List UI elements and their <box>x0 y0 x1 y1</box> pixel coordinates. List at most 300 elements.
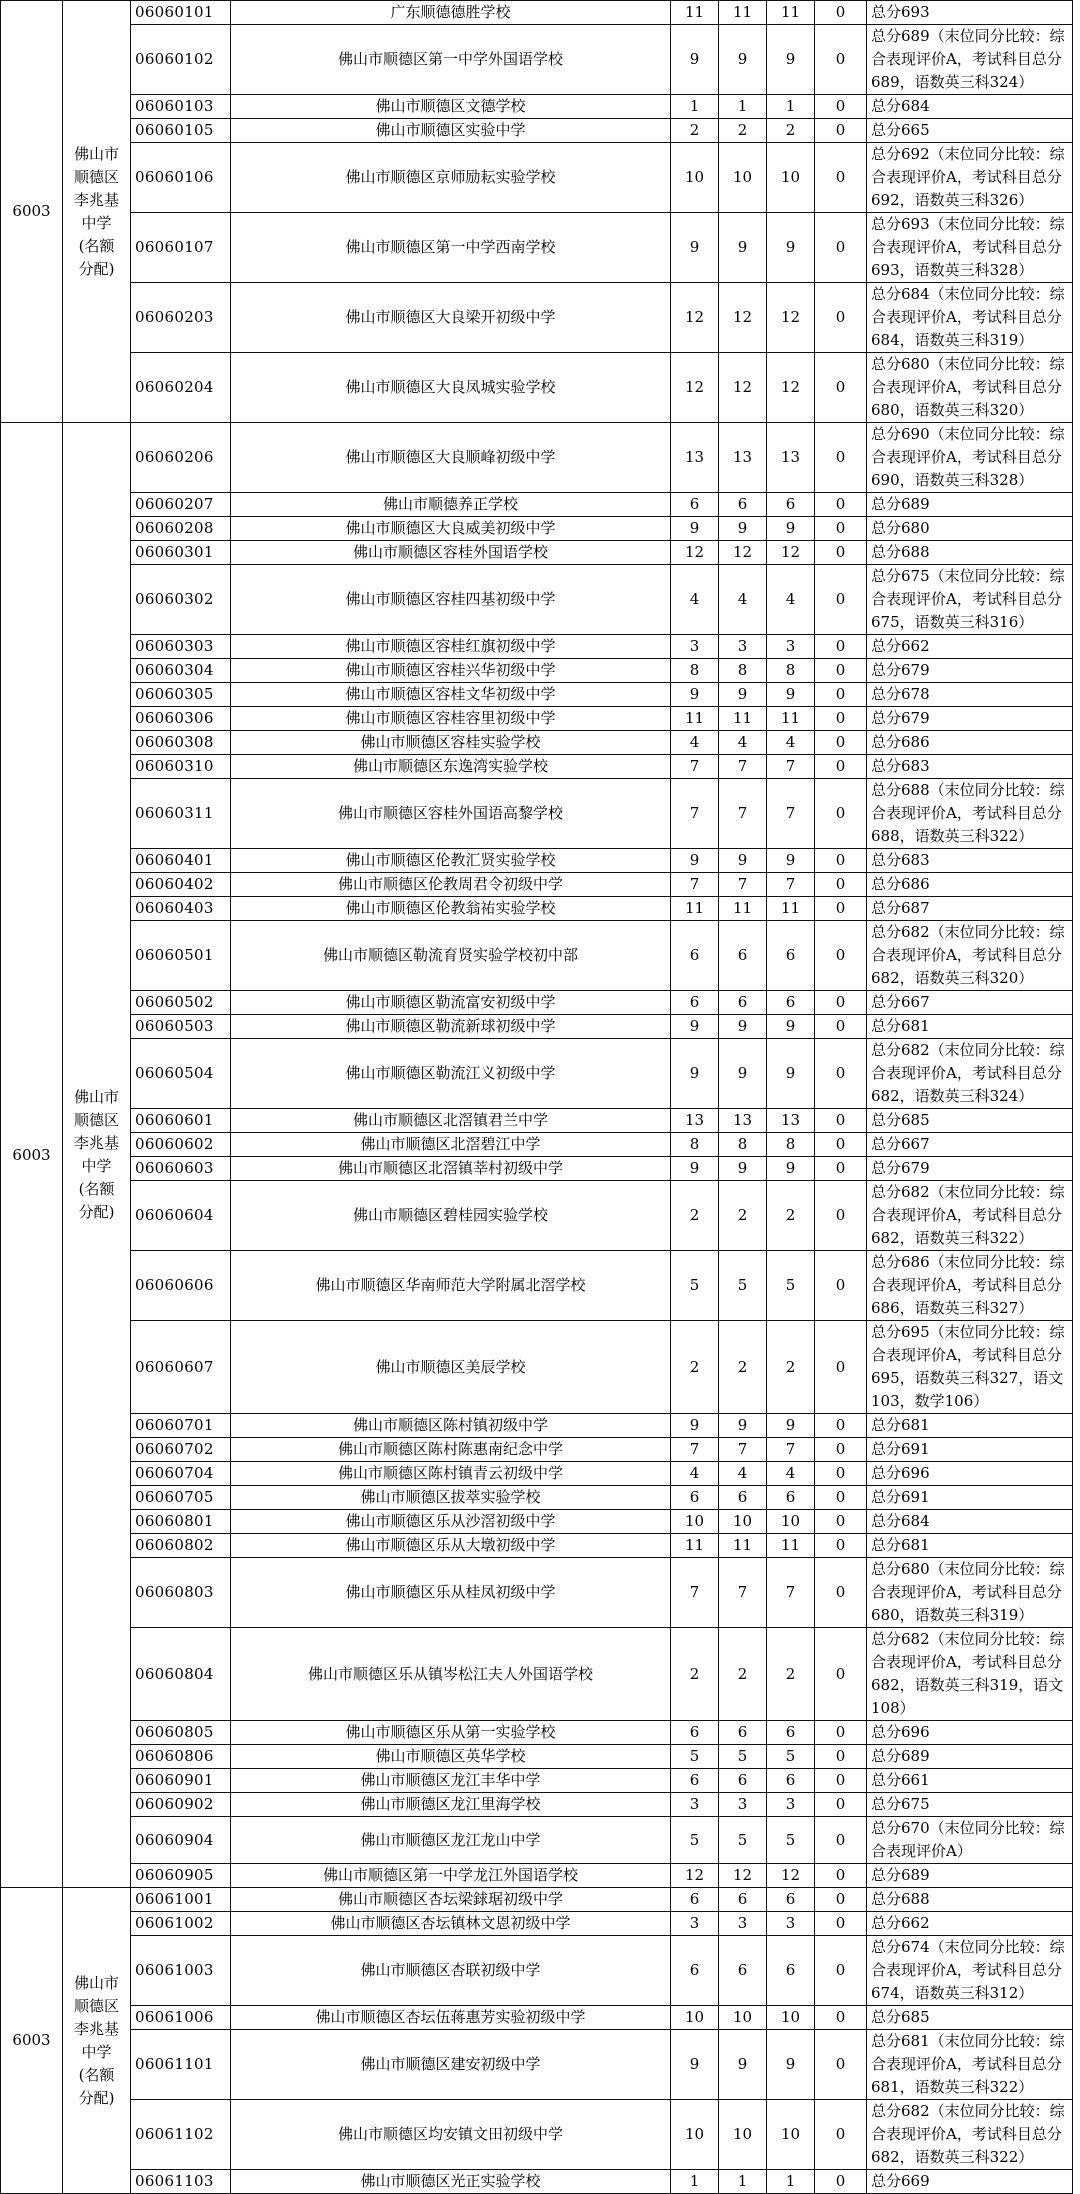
remaining-count-cell: 0 <box>815 1745 867 1769</box>
remaining-count-cell: 0 <box>815 517 867 541</box>
quota-count-cell: 9 <box>671 1157 719 1181</box>
school-name-cell: 佛山市顺德区杏坛镇林文恩初级中学 <box>231 1912 671 1936</box>
quota-count-cell: 2 <box>671 1628 719 1721</box>
school-name-cell: 佛山市顺德区大良顺峰初级中学 <box>231 423 671 493</box>
admitted-count-cell: 9 <box>719 1015 767 1039</box>
cutoff-note-cell: 总分679 <box>867 1157 1073 1181</box>
quota-count-cell: 6 <box>671 1936 719 2006</box>
school-code-cell: 06060902 <box>131 1793 231 1817</box>
quota-count-cell: 4 <box>671 565 719 635</box>
school-name-cell: 佛山市顺德区伦教汇贤实验学校 <box>231 849 671 873</box>
admitted-count-cell: 11 <box>719 897 767 921</box>
remaining-count-cell: 0 <box>815 2170 867 2194</box>
remaining-count-cell: 0 <box>815 1039 867 1109</box>
school-code-cell: 06060802 <box>131 1534 231 1558</box>
quota-count-cell: 1 <box>671 95 719 119</box>
quota-count-cell: 7 <box>671 1438 719 1462</box>
remaining-count-cell: 0 <box>815 1793 867 1817</box>
remaining-count-cell: 0 <box>815 2100 867 2170</box>
school-code-cell: 06060301 <box>131 541 231 565</box>
admitted-count-cell: 8 <box>719 659 767 683</box>
school-code-cell: 06060208 <box>131 517 231 541</box>
school-code-cell: 06060805 <box>131 1721 231 1745</box>
filled-count-cell: 9 <box>767 2030 815 2100</box>
filled-count-cell: 9 <box>767 849 815 873</box>
table-row <box>1 1721 1073 1745</box>
filled-count-cell: 7 <box>767 873 815 897</box>
remaining-count-cell: 0 <box>815 423 867 493</box>
school-name-cell: 佛山市顺德区容桂四基初级中学 <box>231 565 671 635</box>
remaining-count-cell: 0 <box>815 873 867 897</box>
quota-count-cell: 6 <box>671 1769 719 1793</box>
school-name-cell: 佛山市顺德区大良凤城实验学校 <box>231 353 671 423</box>
table-row <box>1 897 1073 921</box>
cutoff-note-cell: 总分686 <box>867 731 1073 755</box>
filled-count-cell: 2 <box>767 1628 815 1721</box>
admitted-count-cell: 11 <box>719 1534 767 1558</box>
quota-count-cell: 5 <box>671 1251 719 1321</box>
school-code-cell: 06060702 <box>131 1438 231 1462</box>
filled-count-cell: 13 <box>767 423 815 493</box>
school-code-cell: 06060501 <box>131 921 231 991</box>
cutoff-note-cell: 总分680 <box>867 517 1073 541</box>
quota-count-cell: 2 <box>671 1321 719 1414</box>
admitted-count-cell: 9 <box>719 1414 767 1438</box>
table-row <box>1 1157 1073 1181</box>
table-row <box>1 1864 1073 1888</box>
cutoff-note-cell: 总分684 <box>867 1510 1073 1534</box>
admitted-count-cell: 7 <box>719 1438 767 1462</box>
table-row <box>1 873 1073 897</box>
remaining-count-cell: 0 <box>815 1109 867 1133</box>
school-code-cell: 06060704 <box>131 1462 231 1486</box>
remaining-count-cell: 0 <box>815 1510 867 1534</box>
quota-count-cell: 10 <box>671 1510 719 1534</box>
cutoff-note-cell: 总分691 <box>867 1486 1073 1510</box>
cutoff-note-cell: 总分682（末位同分比较：综合表现评价A，考试科目总分682，语数英三科322） <box>867 1181 1073 1251</box>
school-code-cell: 06060107 <box>131 213 231 283</box>
table-row <box>1 1745 1073 1769</box>
remaining-count-cell: 0 <box>815 353 867 423</box>
filled-count-cell: 6 <box>767 1769 815 1793</box>
cutoff-note-cell: 总分685 <box>867 1109 1073 1133</box>
quota-count-cell: 10 <box>671 2100 719 2170</box>
quota-count-cell: 2 <box>671 1181 719 1251</box>
school-name-cell: 佛山市顺德区华南师范大学附属北滘学校 <box>231 1251 671 1321</box>
table-row <box>1 2030 1073 2100</box>
quota-count-cell: 6 <box>671 991 719 1015</box>
filled-count-cell: 2 <box>767 119 815 143</box>
table-row <box>1 707 1073 731</box>
quota-count-cell: 9 <box>671 683 719 707</box>
table-row <box>1 659 1073 683</box>
filled-count-cell: 4 <box>767 565 815 635</box>
table-row <box>1 423 1073 493</box>
quota-count-cell: 9 <box>671 1414 719 1438</box>
remaining-count-cell: 0 <box>815 1157 867 1181</box>
filled-count-cell: 7 <box>767 779 815 849</box>
admitted-count-cell: 1 <box>719 2170 767 2194</box>
filled-count-cell: 6 <box>767 991 815 1015</box>
cutoff-note-cell: 总分662 <box>867 1912 1073 1936</box>
admitted-count-cell: 12 <box>719 283 767 353</box>
remaining-count-cell: 0 <box>815 95 867 119</box>
filled-count-cell: 12 <box>767 541 815 565</box>
school-name-cell: 佛山市顺德区英华学校 <box>231 1745 671 1769</box>
quota-count-cell: 6 <box>671 1721 719 1745</box>
filled-count-cell: 9 <box>767 1039 815 1109</box>
quota-count-cell: 9 <box>671 1015 719 1039</box>
admitted-count-cell: 8 <box>719 1133 767 1157</box>
school-code-cell: 06060705 <box>131 1486 231 1510</box>
school-name-cell: 佛山市顺德区北滘镇莘村初级中学 <box>231 1157 671 1181</box>
table-row <box>1 635 1073 659</box>
table-row <box>1 1793 1073 1817</box>
admitted-count-cell: 6 <box>719 1888 767 1912</box>
table-row <box>1 1510 1073 1534</box>
cutoff-note-cell: 总分685 <box>867 2006 1073 2030</box>
admitted-count-cell: 6 <box>719 991 767 1015</box>
target-school-cell <box>63 1888 131 2194</box>
cutoff-note-cell: 总分674（末位同分比较：综合表现评价A，考试科目总分674，语数英三科312） <box>867 1936 1073 2006</box>
cutoff-note-cell: 总分679 <box>867 707 1073 731</box>
remaining-count-cell: 0 <box>815 1251 867 1321</box>
remaining-count-cell: 0 <box>815 897 867 921</box>
school-code-cell: 06060803 <box>131 1558 231 1628</box>
cutoff-note-cell: 总分682（末位同分比较：综合表现评价A，考试科目总分682，语数英三科319，语文108） <box>867 1628 1073 1721</box>
quota-count-cell: 12 <box>671 1864 719 1888</box>
admitted-count-cell: 6 <box>719 493 767 517</box>
cutoff-note-cell: 总分667 <box>867 991 1073 1015</box>
quota-count-cell: 7 <box>671 873 719 897</box>
admitted-count-cell: 7 <box>719 1558 767 1628</box>
school-name-cell: 佛山市顺德区杏坛梁銶琚初级中学 <box>231 1888 671 1912</box>
school-code-cell: 06060806 <box>131 1745 231 1769</box>
table-row <box>1 1534 1073 1558</box>
admitted-count-cell: 10 <box>719 143 767 213</box>
school-code-cell: 06060103 <box>131 95 231 119</box>
target-school-name: 佛山市顺德区李兆基中学(名额分配) <box>74 144 120 278</box>
remaining-count-cell: 0 <box>815 1864 867 1888</box>
table-row <box>1 517 1073 541</box>
plan-id-cell: 6003 <box>1 423 63 1888</box>
school-code-cell: 06060804 <box>131 1628 231 1721</box>
school-name-cell: 佛山市顺德区勒流新球初级中学 <box>231 1015 671 1039</box>
filled-count-cell: 11 <box>767 897 815 921</box>
quota-count-cell: 8 <box>671 659 719 683</box>
admitted-count-cell: 5 <box>719 1817 767 1864</box>
table-row <box>1 755 1073 779</box>
quota-count-cell: 7 <box>671 779 719 849</box>
filled-count-cell: 10 <box>767 1510 815 1534</box>
admitted-count-cell: 6 <box>719 1769 767 1793</box>
filled-count-cell: 10 <box>767 143 815 213</box>
admitted-count-cell: 10 <box>719 2006 767 2030</box>
admitted-count-cell: 9 <box>719 2030 767 2100</box>
filled-count-cell: 5 <box>767 1251 815 1321</box>
quota-count-cell: 10 <box>671 143 719 213</box>
school-name-cell: 佛山市顺德区建安初级中学 <box>231 2030 671 2100</box>
school-name-cell: 佛山市顺德区伦教翁祐实验学校 <box>231 897 671 921</box>
cutoff-note-cell: 总分692（末位同分比较：综合表现评价A，考试科目总分692，语数英三科326） <box>867 143 1073 213</box>
admitted-count-cell: 6 <box>719 921 767 991</box>
filled-count-cell: 13 <box>767 1109 815 1133</box>
remaining-count-cell: 0 <box>815 731 867 755</box>
quota-count-cell: 12 <box>671 283 719 353</box>
table-row <box>1 1912 1073 1936</box>
school-code-cell: 06060801 <box>131 1510 231 1534</box>
school-code-cell: 06060905 <box>131 1864 231 1888</box>
cutoff-note-cell: 总分680（末位同分比较：综合表现评价A，考试科目总分680，语数英三科320） <box>867 353 1073 423</box>
table-row <box>1 143 1073 213</box>
admitted-count-cell: 4 <box>719 731 767 755</box>
remaining-count-cell: 0 <box>815 1936 867 2006</box>
admitted-count-cell: 7 <box>719 873 767 897</box>
quota-count-cell: 10 <box>671 2006 719 2030</box>
school-code-cell: 06060102 <box>131 25 231 95</box>
school-name-cell: 佛山市顺德区陈村陈惠南纪念中学 <box>231 1438 671 1462</box>
filled-count-cell: 6 <box>767 1888 815 1912</box>
school-code-cell: 06061101 <box>131 2030 231 2100</box>
admitted-count-cell: 6 <box>719 1721 767 1745</box>
cutoff-note-cell: 总分675 <box>867 1793 1073 1817</box>
remaining-count-cell: 0 <box>815 1721 867 1745</box>
target-school-name: 佛山市顺德区李兆基中学(名额分配) <box>74 1973 120 2107</box>
table-row <box>1 1015 1073 1039</box>
admitted-count-cell: 9 <box>719 1157 767 1181</box>
remaining-count-cell: 0 <box>815 921 867 991</box>
school-name-cell: 佛山市顺德区乐从桂凤初级中学 <box>231 1558 671 1628</box>
school-name-cell: 佛山市顺德区龙江丰华中学 <box>231 1769 671 1793</box>
table-row <box>1 213 1073 283</box>
quota-count-cell: 11 <box>671 1 719 25</box>
filled-count-cell: 12 <box>767 353 815 423</box>
admitted-count-cell: 12 <box>719 541 767 565</box>
school-code-cell: 06060306 <box>131 707 231 731</box>
filled-count-cell: 8 <box>767 1133 815 1157</box>
school-code-cell: 06060601 <box>131 1109 231 1133</box>
quota-count-cell: 11 <box>671 897 719 921</box>
filled-count-cell: 12 <box>767 283 815 353</box>
filled-count-cell: 3 <box>767 635 815 659</box>
school-name-cell: 佛山市顺德区大良梁开初级中学 <box>231 283 671 353</box>
school-name-cell: 佛山市顺德区勒流育贤实验学校初中部 <box>231 921 671 991</box>
remaining-count-cell: 0 <box>815 1438 867 1462</box>
cutoff-note-cell: 总分681 <box>867 1534 1073 1558</box>
quota-count-cell: 13 <box>671 423 719 493</box>
table-row <box>1 493 1073 517</box>
table-row <box>1 1438 1073 1462</box>
admitted-count-cell: 3 <box>719 635 767 659</box>
school-code-cell: 06060105 <box>131 119 231 143</box>
quota-count-cell: 4 <box>671 731 719 755</box>
school-name-cell: 佛山市顺德区乐从沙滘初级中学 <box>231 1510 671 1534</box>
school-name-cell: 佛山市顺德区北滘镇君兰中学 <box>231 1109 671 1133</box>
filled-count-cell: 6 <box>767 1936 815 2006</box>
table-row <box>1 1109 1073 1133</box>
cutoff-note-cell: 总分662 <box>867 635 1073 659</box>
quota-count-cell: 6 <box>671 493 719 517</box>
filled-count-cell: 4 <box>767 1462 815 1486</box>
table-row <box>1 119 1073 143</box>
remaining-count-cell: 0 <box>815 25 867 95</box>
admitted-count-cell: 11 <box>719 707 767 731</box>
table-row <box>1 283 1073 353</box>
school-name-cell: 佛山市顺德区文德学校 <box>231 95 671 119</box>
filled-count-cell: 11 <box>767 1534 815 1558</box>
cutoff-note-cell: 总分696 <box>867 1721 1073 1745</box>
remaining-count-cell: 0 <box>815 659 867 683</box>
quota-count-cell: 11 <box>671 1534 719 1558</box>
cutoff-note-cell: 总分695（末位同分比较：综合表现评价A，考试科目总分695，语数英三科327，语文103，数学106） <box>867 1321 1073 1414</box>
remaining-count-cell: 0 <box>815 1628 867 1721</box>
cutoff-note-cell: 总分691 <box>867 1438 1073 1462</box>
quota-count-cell: 3 <box>671 635 719 659</box>
school-name-cell: 佛山市顺德区伦教周君令初级中学 <box>231 873 671 897</box>
cutoff-note-cell: 总分667 <box>867 1133 1073 1157</box>
school-code-cell: 06061102 <box>131 2100 231 2170</box>
cutoff-note-cell: 总分688（末位同分比较：综合表现评价A，考试科目总分688，语数英三科322） <box>867 779 1073 849</box>
cutoff-note-cell: 总分693 <box>867 1 1073 25</box>
quota-count-cell: 9 <box>671 849 719 873</box>
school-name-cell: 佛山市顺德区拔萃实验学校 <box>231 1486 671 1510</box>
quota-count-cell: 6 <box>671 1486 719 1510</box>
table-body <box>1 1 1073 2194</box>
school-code-cell: 06060204 <box>131 353 231 423</box>
school-code-cell: 06060311 <box>131 779 231 849</box>
quota-count-cell: 3 <box>671 1912 719 1936</box>
cutoff-note-cell: 总分689（末位同分比较：综合表现评价A，考试科目总分689，语数英三科324） <box>867 25 1073 95</box>
filled-count-cell: 11 <box>767 1 815 25</box>
remaining-count-cell: 0 <box>815 1414 867 1438</box>
school-code-cell: 06060402 <box>131 873 231 897</box>
admitted-count-cell: 13 <box>719 423 767 493</box>
admitted-count-cell: 1 <box>719 95 767 119</box>
admitted-count-cell: 13 <box>719 1109 767 1133</box>
school-name-cell: 佛山市顺德区容桂实验学校 <box>231 731 671 755</box>
school-code-cell: 06060310 <box>131 755 231 779</box>
admitted-count-cell: 7 <box>719 779 767 849</box>
table-row <box>1 1888 1073 1912</box>
school-code-cell: 06060503 <box>131 1015 231 1039</box>
admitted-count-cell: 6 <box>719 1936 767 2006</box>
remaining-count-cell: 0 <box>815 2006 867 2030</box>
cutoff-note-cell: 总分670（末位同分比较：综合表现评价A） <box>867 1817 1073 1864</box>
cutoff-note-cell: 总分688 <box>867 1888 1073 1912</box>
school-code-cell: 06060206 <box>131 423 231 493</box>
table-row <box>1 779 1073 849</box>
remaining-count-cell: 0 <box>815 1462 867 1486</box>
quota-count-cell: 7 <box>671 755 719 779</box>
school-code-cell: 06060401 <box>131 849 231 873</box>
school-name-cell: 佛山市顺德区乐从镇岑松江夫人外国语学校 <box>231 1628 671 1721</box>
filled-count-cell: 11 <box>767 707 815 731</box>
filled-count-cell: 9 <box>767 213 815 283</box>
admitted-count-cell: 3 <box>719 1793 767 1817</box>
quota-count-cell: 9 <box>671 1039 719 1109</box>
school-code-cell: 06060904 <box>131 1817 231 1864</box>
remaining-count-cell: 0 <box>815 493 867 517</box>
school-code-cell: 06061103 <box>131 2170 231 2194</box>
target-school-cell <box>63 1 131 423</box>
remaining-count-cell: 0 <box>815 283 867 353</box>
filled-count-cell: 9 <box>767 1157 815 1181</box>
cutoff-note-cell: 总分683 <box>867 849 1073 873</box>
remaining-count-cell: 0 <box>815 1321 867 1414</box>
filled-count-cell: 2 <box>767 1321 815 1414</box>
table-row <box>1 683 1073 707</box>
filled-count-cell: 1 <box>767 2170 815 2194</box>
table-row <box>1 353 1073 423</box>
plan-id-cell: 6003 <box>1 1 63 423</box>
table-row <box>1 1321 1073 1414</box>
school-name-cell: 佛山市顺德区容桂容里初级中学 <box>231 707 671 731</box>
cutoff-note-cell: 总分681 <box>867 1015 1073 1039</box>
school-code-cell: 06060602 <box>131 1133 231 1157</box>
table-row <box>1 1462 1073 1486</box>
quota-count-cell: 6 <box>671 921 719 991</box>
admitted-count-cell: 6 <box>719 1486 767 1510</box>
remaining-count-cell: 0 <box>815 1181 867 1251</box>
cutoff-note-cell: 总分686（末位同分比较：综合表现评价A，考试科目总分686，语数英三科327） <box>867 1251 1073 1321</box>
admitted-count-cell: 9 <box>719 1039 767 1109</box>
admitted-count-cell: 2 <box>719 1181 767 1251</box>
admitted-count-cell: 4 <box>719 1462 767 1486</box>
remaining-count-cell: 0 <box>815 1817 867 1864</box>
school-code-cell: 06060607 <box>131 1321 231 1414</box>
quota-count-cell: 9 <box>671 2030 719 2100</box>
filled-count-cell: 12 <box>767 1864 815 1888</box>
school-code-cell: 06060207 <box>131 493 231 517</box>
remaining-count-cell: 0 <box>815 2030 867 2100</box>
school-code-cell: 06060303 <box>131 635 231 659</box>
table-row <box>1 849 1073 873</box>
remaining-count-cell: 0 <box>815 1534 867 1558</box>
school-code-cell: 06060203 <box>131 283 231 353</box>
target-school-name: 佛山市顺德区李兆基中学(名额分配) <box>74 1088 120 1221</box>
admitted-count-cell: 10 <box>719 2100 767 2170</box>
table-row <box>1 565 1073 635</box>
school-name-cell: 佛山市顺德区美辰学校 <box>231 1321 671 1414</box>
school-code-cell: 06060603 <box>131 1157 231 1181</box>
remaining-count-cell: 0 <box>815 683 867 707</box>
cutoff-note-cell: 总分690（末位同分比较：综合表现评价A，考试科目总分690，语数英三科328） <box>867 423 1073 493</box>
cutoff-note-cell: 总分682（末位同分比较：综合表现评价A，考试科目总分682，语数英三科320） <box>867 921 1073 991</box>
admitted-count-cell: 9 <box>719 517 767 541</box>
quota-count-cell: 2 <box>671 119 719 143</box>
quota-count-cell: 4 <box>671 1462 719 1486</box>
plan-id-cell: 6003 <box>1 1888 63 2194</box>
school-name-cell: 佛山市顺德区杏坛伍蒋惠芳实验初级中学 <box>231 2006 671 2030</box>
admitted-count-cell: 5 <box>719 1251 767 1321</box>
quota-count-cell: 3 <box>671 1793 719 1817</box>
quota-count-cell: 12 <box>671 541 719 565</box>
school-name-cell: 佛山市顺德养正学校 <box>231 493 671 517</box>
remaining-count-cell: 0 <box>815 707 867 731</box>
school-code-cell: 06060308 <box>131 731 231 755</box>
table-row <box>1 921 1073 991</box>
filled-count-cell: 7 <box>767 1558 815 1628</box>
school-code-cell: 06060701 <box>131 1414 231 1438</box>
cutoff-note-cell: 总分665 <box>867 119 1073 143</box>
remaining-count-cell: 0 <box>815 541 867 565</box>
cutoff-note-cell: 总分684（末位同分比较：综合表现评价A，考试科目总分684，语数英三科319） <box>867 283 1073 353</box>
cutoff-note-cell: 总分682（末位同分比较：综合表现评价A，考试科目总分682，语数英三科322） <box>867 2100 1073 2170</box>
quota-count-cell: 5 <box>671 1817 719 1864</box>
table-row <box>1 2170 1073 2194</box>
filled-count-cell: 9 <box>767 25 815 95</box>
remaining-count-cell: 0 <box>815 849 867 873</box>
